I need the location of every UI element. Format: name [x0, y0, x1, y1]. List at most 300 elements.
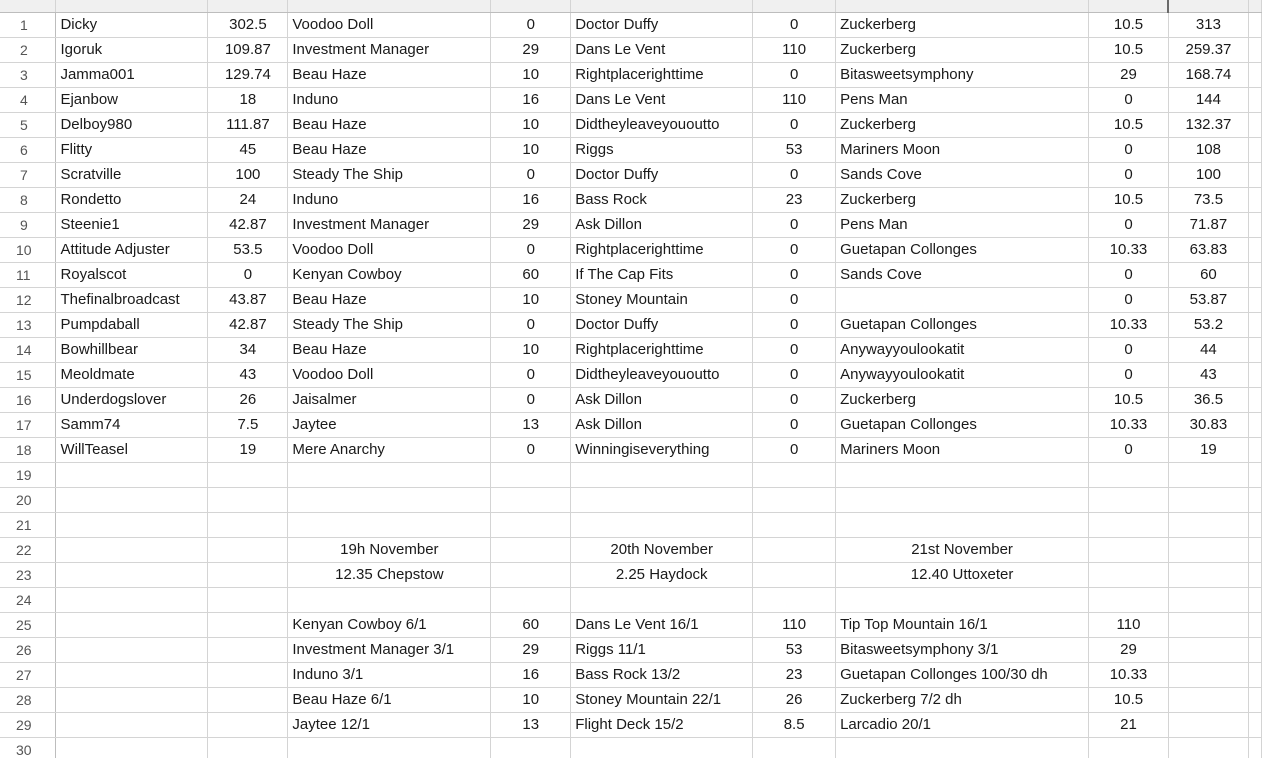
cell-a[interactable]	[56, 662, 208, 687]
cell-h[interactable]	[1089, 562, 1169, 587]
cell-b[interactable]: 24	[208, 187, 288, 212]
cell-g[interactable]: Sands Cove	[836, 162, 1089, 187]
cell-c[interactable]	[288, 587, 491, 612]
cell-b[interactable]: 34	[208, 337, 288, 362]
row-header[interactable]: 2	[0, 37, 56, 62]
cell-b[interactable]: 43.87	[208, 287, 288, 312]
column-header-c[interactable]	[288, 0, 491, 12]
cell-c[interactable]: Investment Manager 3/1	[288, 637, 491, 662]
cell-h[interactable]: 0	[1089, 87, 1169, 112]
cell-i[interactable]: 63.83	[1168, 237, 1248, 262]
cell-b[interactable]: 100	[208, 162, 288, 187]
cell-h[interactable]: 10.5	[1089, 187, 1169, 212]
cell-j[interactable]	[1248, 212, 1261, 237]
cell-h[interactable]: 110	[1089, 612, 1169, 637]
cell-c[interactable]: 12.35 Chepstow	[288, 562, 491, 587]
cell-j[interactable]	[1248, 487, 1261, 512]
cell-e[interactable]: Flight Deck 15/2	[571, 712, 753, 737]
cell-i[interactable]: 36.5	[1168, 387, 1248, 412]
cell-h[interactable]: 10.5	[1089, 387, 1169, 412]
cell-f[interactable]: 0	[753, 312, 836, 337]
cell-j[interactable]	[1248, 287, 1261, 312]
cell-a[interactable]: Royalscot	[56, 262, 208, 287]
cell-i[interactable]	[1168, 562, 1248, 587]
cell-a[interactable]: Igoruk	[56, 37, 208, 62]
cell-e[interactable]: Ask Dillon	[571, 212, 753, 237]
cell-f[interactable]: 0	[753, 337, 836, 362]
cell-h[interactable]: 10.5	[1089, 12, 1169, 37]
row-header[interactable]: 7	[0, 162, 56, 187]
cell-i[interactable]	[1168, 587, 1248, 612]
cell-g[interactable]: Guetapan Collonges	[836, 412, 1089, 437]
cell-i[interactable]: 60	[1168, 262, 1248, 287]
cell-d[interactable]: 10	[491, 337, 571, 362]
cell-c[interactable]: 19h November	[288, 537, 491, 562]
cell-h[interactable]	[1089, 587, 1169, 612]
cell-a[interactable]: Thefinalbroadcast	[56, 287, 208, 312]
cell-g[interactable]: Zuckerberg 7/2 dh	[836, 687, 1089, 712]
cell-a[interactable]	[56, 537, 208, 562]
cell-h[interactable]	[1089, 487, 1169, 512]
cell-f[interactable]	[753, 462, 836, 487]
cell-e[interactable]: 2.25 Haydock	[571, 562, 753, 587]
cell-g[interactable]	[836, 487, 1089, 512]
cell-j[interactable]	[1248, 712, 1261, 737]
cell-g[interactable]: 12.40 Uttoxeter	[836, 562, 1089, 587]
cell-f[interactable]: 0	[753, 412, 836, 437]
cell-h[interactable]: 10.33	[1089, 662, 1169, 687]
cell-b[interactable]: 7.5	[208, 412, 288, 437]
cell-a[interactable]: WillTeasel	[56, 437, 208, 462]
column-header-i[interactable]	[1168, 0, 1248, 12]
cell-i[interactable]: 313	[1168, 12, 1248, 37]
cell-c[interactable]: Beau Haze 6/1	[288, 687, 491, 712]
cell-e[interactable]: Winningiseverything	[571, 437, 753, 462]
cell-b[interactable]: 18	[208, 87, 288, 112]
cell-a[interactable]: Bowhillbear	[56, 337, 208, 362]
cell-j[interactable]	[1248, 587, 1261, 612]
cell-a[interactable]	[56, 612, 208, 637]
cell-a[interactable]	[56, 487, 208, 512]
cell-f[interactable]: 0	[753, 62, 836, 87]
cell-a[interactable]: Scratville	[56, 162, 208, 187]
cell-d[interactable]	[491, 512, 571, 537]
cell-c[interactable]: Beau Haze	[288, 287, 491, 312]
cell-b[interactable]	[208, 512, 288, 537]
cell-b[interactable]: 111.87	[208, 112, 288, 137]
cell-f[interactable]: 0	[753, 162, 836, 187]
cell-j[interactable]	[1248, 337, 1261, 362]
cell-g[interactable]	[836, 587, 1089, 612]
row-header[interactable]: 8	[0, 187, 56, 212]
cell-c[interactable]: Jaisalmer	[288, 387, 491, 412]
row-header[interactable]: 16	[0, 387, 56, 412]
row-header[interactable]: 9	[0, 212, 56, 237]
row-header[interactable]: 15	[0, 362, 56, 387]
cell-e[interactable]: Dans Le Vent	[571, 37, 753, 62]
cell-g[interactable]: Guetapan Collonges 100/30 dh	[836, 662, 1089, 687]
cell-j[interactable]	[1248, 562, 1261, 587]
cell-a[interactable]: Attitude Adjuster	[56, 237, 208, 262]
cell-a[interactable]	[56, 687, 208, 712]
cell-a[interactable]: Dicky	[56, 12, 208, 37]
cell-e[interactable]: Bass Rock 13/2	[571, 662, 753, 687]
row-header[interactable]: 17	[0, 412, 56, 437]
cell-i[interactable]: 71.87	[1168, 212, 1248, 237]
cell-b[interactable]: 19	[208, 437, 288, 462]
cell-i[interactable]: 19	[1168, 437, 1248, 462]
cell-e[interactable]: 20th November	[571, 537, 753, 562]
cell-f[interactable]: 0	[753, 112, 836, 137]
cell-i[interactable]: 44	[1168, 337, 1248, 362]
cell-d[interactable]	[491, 487, 571, 512]
cell-j[interactable]	[1248, 637, 1261, 662]
cell-j[interactable]	[1248, 187, 1261, 212]
cell-g[interactable]: Pens Man	[836, 87, 1089, 112]
cell-f[interactable]	[753, 737, 836, 758]
cell-e[interactable]: Doctor Duffy	[571, 312, 753, 337]
row-header[interactable]: 3	[0, 62, 56, 87]
cell-g[interactable]	[836, 737, 1089, 758]
row-header[interactable]: 21	[0, 512, 56, 537]
cell-f[interactable]: 0	[753, 362, 836, 387]
cell-e[interactable]: Stoney Mountain	[571, 287, 753, 312]
cell-g[interactable]: Zuckerberg	[836, 112, 1089, 137]
cell-j[interactable]	[1248, 312, 1261, 337]
cell-e[interactable]: Bass Rock	[571, 187, 753, 212]
cell-b[interactable]: 109.87	[208, 37, 288, 62]
cell-i[interactable]	[1168, 612, 1248, 637]
cell-a[interactable]: Meoldmate	[56, 362, 208, 387]
cell-b[interactable]: 43	[208, 362, 288, 387]
cell-j[interactable]	[1248, 437, 1261, 462]
cell-b[interactable]: 0	[208, 262, 288, 287]
row-header[interactable]: 10	[0, 237, 56, 262]
cell-i[interactable]	[1168, 637, 1248, 662]
cell-d[interactable]: 60	[491, 262, 571, 287]
cell-i[interactable]	[1168, 662, 1248, 687]
cell-c[interactable]	[288, 487, 491, 512]
cell-c[interactable]: Beau Haze	[288, 137, 491, 162]
cell-d[interactable]: 0	[491, 362, 571, 387]
cell-h[interactable]	[1089, 462, 1169, 487]
cell-f[interactable]: 23	[753, 187, 836, 212]
cell-g[interactable]: Guetapan Collonges	[836, 312, 1089, 337]
cell-e[interactable]: Rightplacerighttime	[571, 237, 753, 262]
cell-c[interactable]: Voodoo Doll	[288, 237, 491, 262]
cell-e[interactable]: Dans Le Vent 16/1	[571, 612, 753, 637]
cell-h[interactable]: 10.33	[1089, 312, 1169, 337]
cell-j[interactable]	[1248, 37, 1261, 62]
cell-f[interactable]	[753, 587, 836, 612]
cell-f[interactable]: 0	[753, 212, 836, 237]
cell-h[interactable]: 0	[1089, 137, 1169, 162]
cell-j[interactable]	[1248, 62, 1261, 87]
cell-d[interactable]: 0	[491, 237, 571, 262]
cell-e[interactable]: Ask Dillon	[571, 412, 753, 437]
row-header[interactable]: 25	[0, 612, 56, 637]
cell-h[interactable]	[1089, 512, 1169, 537]
row-header[interactable]: 18	[0, 437, 56, 462]
cell-d[interactable]: 0	[491, 437, 571, 462]
select-all-corner[interactable]	[0, 0, 56, 12]
cell-e[interactable]: Didtheyleaveyououtto	[571, 362, 753, 387]
cell-h[interactable]: 0	[1089, 337, 1169, 362]
cell-i[interactable]: 144	[1168, 87, 1248, 112]
cell-i[interactable]	[1168, 537, 1248, 562]
cell-g[interactable]: Bitasweetsymphony	[836, 62, 1089, 87]
column-header-f[interactable]	[753, 0, 836, 12]
row-header[interactable]: 14	[0, 337, 56, 362]
cell-e[interactable]	[571, 737, 753, 758]
cell-j[interactable]	[1248, 137, 1261, 162]
cell-g[interactable]: Guetapan Collonges	[836, 237, 1089, 262]
row-header[interactable]: 1	[0, 12, 56, 37]
cell-d[interactable]	[491, 587, 571, 612]
cell-e[interactable]: Riggs	[571, 137, 753, 162]
cell-d[interactable]: 13	[491, 712, 571, 737]
cell-g[interactable]: 21st November	[836, 537, 1089, 562]
cell-d[interactable]: 10	[491, 287, 571, 312]
cell-e[interactable]	[571, 587, 753, 612]
cell-g[interactable]: Zuckerberg	[836, 387, 1089, 412]
cell-f[interactable]: 26	[753, 687, 836, 712]
cell-e[interactable]: Riggs 11/1	[571, 637, 753, 662]
cell-b[interactable]: 302.5	[208, 12, 288, 37]
cell-j[interactable]	[1248, 462, 1261, 487]
cell-e[interactable]	[571, 462, 753, 487]
cell-c[interactable]: Kenyan Cowboy	[288, 262, 491, 287]
cell-i[interactable]	[1168, 737, 1248, 758]
cell-a[interactable]	[56, 587, 208, 612]
row-header[interactable]: 27	[0, 662, 56, 687]
cell-c[interactable]: Beau Haze	[288, 62, 491, 87]
row-header[interactable]: 19	[0, 462, 56, 487]
cell-d[interactable]: 0	[491, 312, 571, 337]
cell-i[interactable]: 168.74	[1168, 62, 1248, 87]
cell-b[interactable]	[208, 612, 288, 637]
cell-h[interactable]: 0	[1089, 437, 1169, 462]
cell-f[interactable]: 0	[753, 437, 836, 462]
cell-e[interactable]: Dans Le Vent	[571, 87, 753, 112]
cell-j[interactable]	[1248, 12, 1261, 37]
cell-a[interactable]: Flitty	[56, 137, 208, 162]
cell-e[interactable]: Stoney Mountain 22/1	[571, 687, 753, 712]
cell-h[interactable]: 29	[1089, 62, 1169, 87]
cell-a[interactable]: Steenie1	[56, 212, 208, 237]
cell-a[interactable]	[56, 637, 208, 662]
cell-d[interactable]: 10	[491, 687, 571, 712]
cell-b[interactable]: 45	[208, 137, 288, 162]
cell-g[interactable]: Zuckerberg	[836, 12, 1089, 37]
row-header[interactable]: 24	[0, 587, 56, 612]
cell-a[interactable]: Underdogslover	[56, 387, 208, 412]
cell-a[interactable]: Rondetto	[56, 187, 208, 212]
cell-c[interactable]: Beau Haze	[288, 337, 491, 362]
cell-b[interactable]: 26	[208, 387, 288, 412]
cell-c[interactable]	[288, 512, 491, 537]
cell-a[interactable]	[56, 712, 208, 737]
cell-d[interactable]: 10	[491, 137, 571, 162]
cell-a[interactable]	[56, 737, 208, 758]
cell-b[interactable]	[208, 662, 288, 687]
cell-h[interactable]	[1089, 737, 1169, 758]
cell-h[interactable]: 10.5	[1089, 112, 1169, 137]
cell-e[interactable]: Doctor Duffy	[571, 12, 753, 37]
cell-h[interactable]	[1089, 537, 1169, 562]
cell-c[interactable]: Induno 3/1	[288, 662, 491, 687]
cell-i[interactable]: 132.37	[1168, 112, 1248, 137]
cell-c[interactable]	[288, 737, 491, 758]
cell-f[interactable]	[753, 537, 836, 562]
row-header[interactable]: 12	[0, 287, 56, 312]
row-header[interactable]: 20	[0, 487, 56, 512]
column-header-j[interactable]	[1248, 0, 1261, 12]
cell-b[interactable]	[208, 562, 288, 587]
cell-i[interactable]	[1168, 462, 1248, 487]
row-header[interactable]: 6	[0, 137, 56, 162]
row-header[interactable]: 28	[0, 687, 56, 712]
cell-d[interactable]: 29	[491, 637, 571, 662]
cell-f[interactable]: 0	[753, 387, 836, 412]
cell-e[interactable]: Ask Dillon	[571, 387, 753, 412]
column-header-g[interactable]	[836, 0, 1089, 12]
cell-e[interactable]: Rightplacerighttime	[571, 62, 753, 87]
row-header[interactable]: 11	[0, 262, 56, 287]
cell-h[interactable]: 0	[1089, 162, 1169, 187]
cell-a[interactable]	[56, 512, 208, 537]
cell-d[interactable]: 16	[491, 87, 571, 112]
cell-b[interactable]	[208, 687, 288, 712]
cell-c[interactable]: Jaytee 12/1	[288, 712, 491, 737]
column-header-b[interactable]	[208, 0, 288, 12]
cell-c[interactable]: Investment Manager	[288, 212, 491, 237]
cell-e[interactable]	[571, 512, 753, 537]
cell-c[interactable]: Voodoo Doll	[288, 12, 491, 37]
cell-b[interactable]	[208, 462, 288, 487]
cell-j[interactable]	[1248, 612, 1261, 637]
cell-f[interactable]: 53	[753, 137, 836, 162]
cell-g[interactable]	[836, 512, 1089, 537]
cell-a[interactable]: Pumpdaball	[56, 312, 208, 337]
cell-d[interactable]	[491, 737, 571, 758]
cell-d[interactable]: 29	[491, 212, 571, 237]
row-header[interactable]: 5	[0, 112, 56, 137]
cell-i[interactable]: 73.5	[1168, 187, 1248, 212]
cell-j[interactable]	[1248, 662, 1261, 687]
cell-c[interactable]: Kenyan Cowboy 6/1	[288, 612, 491, 637]
cell-b[interactable]	[208, 537, 288, 562]
cell-c[interactable]: Voodoo Doll	[288, 362, 491, 387]
cell-a[interactable]: Jamma001	[56, 62, 208, 87]
cell-d[interactable]: 60	[491, 612, 571, 637]
cell-c[interactable]: Investment Manager	[288, 37, 491, 62]
cell-j[interactable]	[1248, 687, 1261, 712]
cell-b[interactable]: 53.5	[208, 237, 288, 262]
cell-c[interactable]: Beau Haze	[288, 112, 491, 137]
cell-g[interactable]: Anywayyoulookatit	[836, 337, 1089, 362]
cell-b[interactable]: 42.87	[208, 212, 288, 237]
row-header[interactable]: 4	[0, 87, 56, 112]
cell-b[interactable]	[208, 712, 288, 737]
cell-b[interactable]	[208, 737, 288, 758]
cell-g[interactable]: Pens Man	[836, 212, 1089, 237]
row-header[interactable]: 23	[0, 562, 56, 587]
cell-d[interactable]: 10	[491, 112, 571, 137]
cell-j[interactable]	[1248, 362, 1261, 387]
cell-g[interactable]: Zuckerberg	[836, 187, 1089, 212]
cell-f[interactable]: 0	[753, 262, 836, 287]
cell-h[interactable]: 0	[1089, 362, 1169, 387]
cell-d[interactable]: 0	[491, 162, 571, 187]
cell-i[interactable]: 53.2	[1168, 312, 1248, 337]
cell-c[interactable]	[288, 462, 491, 487]
column-header-d[interactable]	[491, 0, 571, 12]
column-header-h[interactable]	[1089, 0, 1169, 12]
cell-i[interactable]: 43	[1168, 362, 1248, 387]
row-header[interactable]: 22	[0, 537, 56, 562]
cell-c[interactable]: Jaytee	[288, 412, 491, 437]
cell-i[interactable]	[1168, 712, 1248, 737]
cell-j[interactable]	[1248, 737, 1261, 758]
cell-e[interactable]: Didtheyleaveyououtto	[571, 112, 753, 137]
cell-i[interactable]	[1168, 487, 1248, 512]
cell-d[interactable]: 29	[491, 37, 571, 62]
column-header-e[interactable]	[571, 0, 753, 12]
cell-d[interactable]: 0	[491, 387, 571, 412]
cell-h[interactable]: 10.5	[1089, 37, 1169, 62]
cell-f[interactable]: 0	[753, 237, 836, 262]
cell-j[interactable]	[1248, 537, 1261, 562]
column-header-a[interactable]	[56, 0, 208, 12]
cell-j[interactable]	[1248, 87, 1261, 112]
cell-j[interactable]	[1248, 512, 1261, 537]
cell-h[interactable]: 10.33	[1089, 237, 1169, 262]
cell-j[interactable]	[1248, 387, 1261, 412]
cell-g[interactable]: Sands Cove	[836, 262, 1089, 287]
cell-f[interactable]: 23	[753, 662, 836, 687]
cell-d[interactable]: 16	[491, 662, 571, 687]
cell-e[interactable]: If The Cap Fits	[571, 262, 753, 287]
cell-h[interactable]: 0	[1089, 212, 1169, 237]
cell-b[interactable]	[208, 637, 288, 662]
row-header[interactable]: 30	[0, 737, 56, 758]
cell-d[interactable]	[491, 562, 571, 587]
cell-i[interactable]: 259.37	[1168, 37, 1248, 62]
cell-b[interactable]: 42.87	[208, 312, 288, 337]
cell-d[interactable]: 13	[491, 412, 571, 437]
cell-a[interactable]	[56, 462, 208, 487]
cell-h[interactable]: 0	[1089, 287, 1169, 312]
cell-c[interactable]: Induno	[288, 187, 491, 212]
cell-f[interactable]: 110	[753, 87, 836, 112]
cell-h[interactable]: 21	[1089, 712, 1169, 737]
cell-e[interactable]	[571, 487, 753, 512]
cell-b[interactable]	[208, 587, 288, 612]
cell-d[interactable]: 10	[491, 62, 571, 87]
cell-j[interactable]	[1248, 412, 1261, 437]
cell-f[interactable]: 0	[753, 12, 836, 37]
cell-a[interactable]: Ejanbow	[56, 87, 208, 112]
row-header[interactable]: 13	[0, 312, 56, 337]
cell-h[interactable]: 10.5	[1089, 687, 1169, 712]
cell-c[interactable]: Mere Anarchy	[288, 437, 491, 462]
cell-d[interactable]	[491, 537, 571, 562]
cell-j[interactable]	[1248, 112, 1261, 137]
cell-g[interactable]: Zuckerberg	[836, 37, 1089, 62]
cell-i[interactable]	[1168, 687, 1248, 712]
cell-j[interactable]	[1248, 162, 1261, 187]
